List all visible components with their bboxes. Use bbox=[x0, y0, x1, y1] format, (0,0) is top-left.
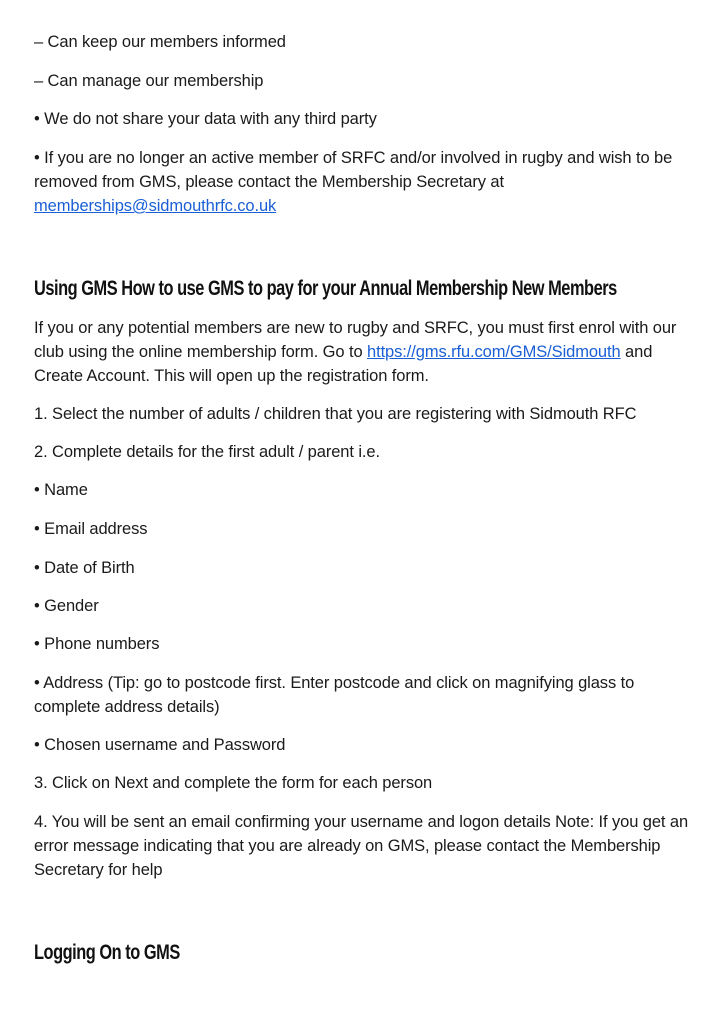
new-members-intro-text: If you or any potential members are new to rugby and SRFC, you must first enrol with our club using the online membership form. Go to bbox=[34, 319, 677, 361]
step-click-next: 3. Click on Next and complete the form for each person bbox=[34, 774, 433, 792]
detail-item-dob: • Date of Birth bbox=[34, 559, 135, 577]
section-heading-new-members: Using GMS How to use GMS to pay for your Annual Membership New Members bbox=[34, 277, 617, 300]
list-item-keep-informed: – Can keep our members informed bbox=[34, 33, 286, 51]
detail-item-email: • Email address bbox=[34, 520, 148, 538]
step-select-number: 1. Select the number of adults / children that you are registering with Sidmouth RFC bbox=[34, 405, 637, 423]
detail-item-gender: • Gender bbox=[34, 597, 99, 615]
step-email-confirmation: 4. You will be sent an email confirming your username and logon details Note: If you get an error message indicating that you are already on GMS, please contact the Membership Secretary for help bbox=[34, 813, 689, 879]
detail-item-username-password: • Chosen username and Password bbox=[34, 736, 286, 754]
gms-registration-link[interactable]: https://gms.rfu.com/GMS/Sidmouth bbox=[367, 343, 621, 361]
membership-email-link[interactable]: memberships@sidmouthrfc.co.uk bbox=[34, 197, 277, 215]
step-complete-details: 2. Complete details for the first adult / parent i.e. bbox=[34, 443, 380, 461]
new-members-intro-paragraph bbox=[34, 316, 694, 388]
list-item-manage-membership: – Can manage our membership bbox=[34, 72, 264, 90]
removal-note-paragraph bbox=[34, 146, 694, 218]
detail-item-name: • Name bbox=[34, 481, 88, 499]
detail-item-phone: • Phone numbers bbox=[34, 635, 160, 653]
detail-item-address: • Address (Tip: go to postcode first. Enter postcode and click on magnifying glass to complete address details) bbox=[34, 674, 635, 716]
new-members-intro-text-end: and Create Account. This will open up the registration form. bbox=[34, 343, 653, 385]
section-heading-logging-on: Logging On to GMS bbox=[34, 941, 180, 964]
list-item-no-data-sharing: • We do not share your data with any third party bbox=[34, 110, 377, 128]
removal-note-text: • If you are no longer an active member of SRFC and/or involved in rugby and wish to be removed from GMS, please contact the Membership Secretary at bbox=[34, 149, 673, 191]
